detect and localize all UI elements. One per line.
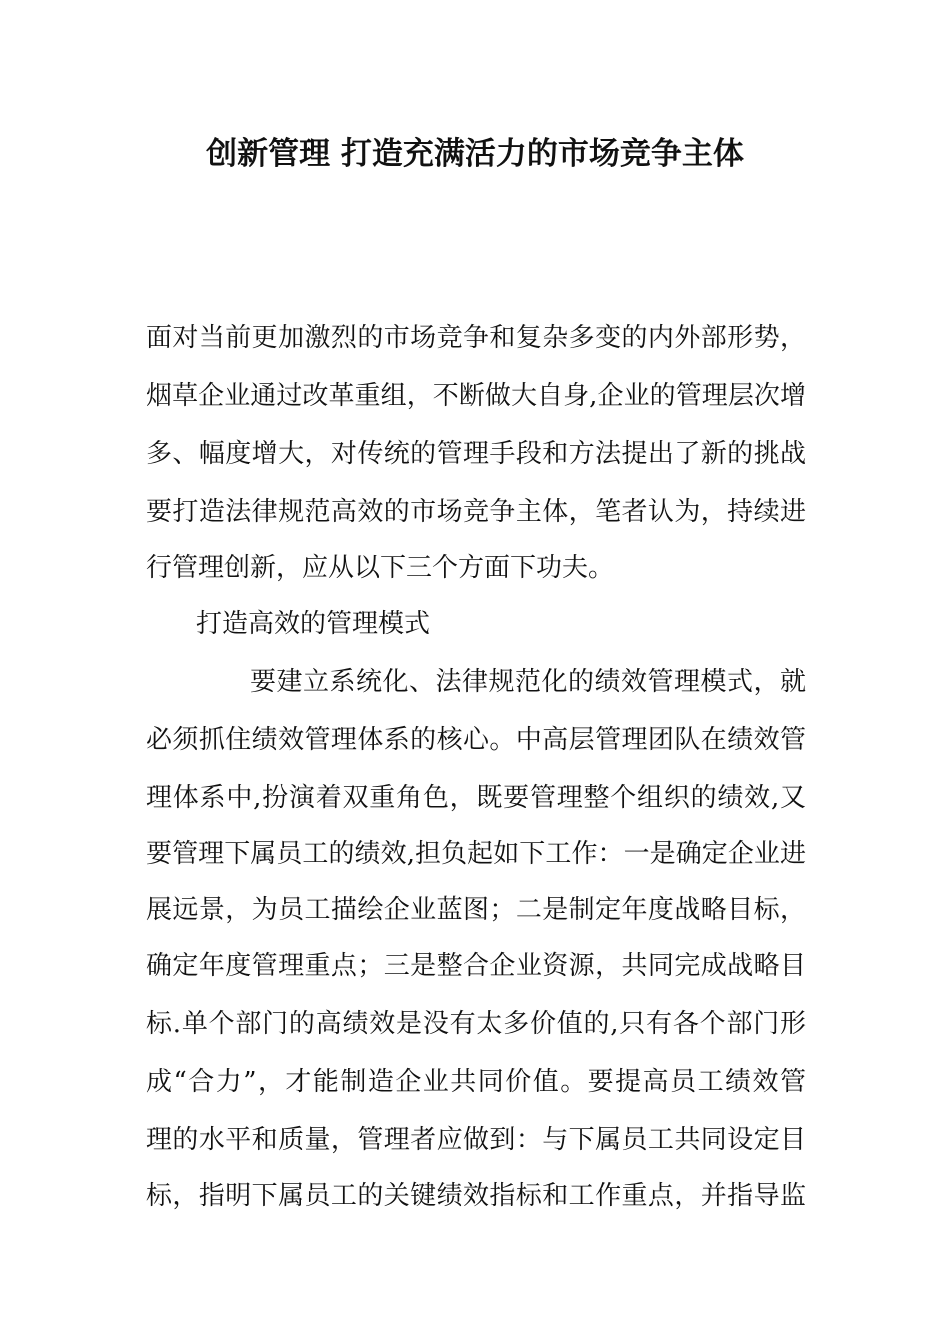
body-line-4: 要管理下属员工的绩效,担负起如下工作：一是确定企业进	[146, 839, 806, 869]
document-title: 创新管理 打造充满活力的市场竞争主体	[206, 136, 744, 172]
body-line-6: 确定年度管理重点；三是整合企业资源，共同完成战略目	[146, 951, 806, 981]
body-line-9: 理的水平和质量，管理者应做到：与下属员工共同设定目	[146, 1125, 806, 1155]
body-line-7: 标.单个部门的高绩效是没有太多价值的,只有各个部门形	[146, 1009, 806, 1039]
intro-line-2: 烟草企业通过改革重组，不断做大自身,企业的管理层次增	[146, 381, 806, 411]
intro-line-1: 面对当前更加激烈的市场竞争和复杂多变的内外部形势，	[146, 323, 806, 353]
body-line-3: 理体系中,扮演着双重角色，既要管理整个组织的绩效,又	[146, 783, 806, 813]
intro-line-3: 多、幅度增大，对传统的管理手段和方法提出了新的挑战	[146, 439, 806, 469]
body-line-2: 必须抓住绩效管理体系的核心。中高层管理团队在绩效管	[146, 725, 806, 755]
intro-line-4: 要打造法律规范高效的市场竞争主体，笔者认为，持续进	[146, 497, 806, 527]
body-line-10: 标，指明下属员工的关键绩效指标和工作重点，并指导监	[146, 1181, 806, 1211]
section-heading: 打造高效的管理模式	[196, 609, 431, 639]
intro-line-5: 行管理创新，应从以下三个方面下功夫。	[146, 553, 615, 583]
body-line-1: 要建立系统化、法律规范化的绩效管理模式，就	[250, 667, 806, 697]
body-line-5: 展远景，为员工描绘企业蓝图；二是制定年度战略目标，	[146, 895, 806, 925]
body-line-8: 成“合力”，才能制造企业共同价值。要提高员工绩效管	[146, 1067, 806, 1097]
